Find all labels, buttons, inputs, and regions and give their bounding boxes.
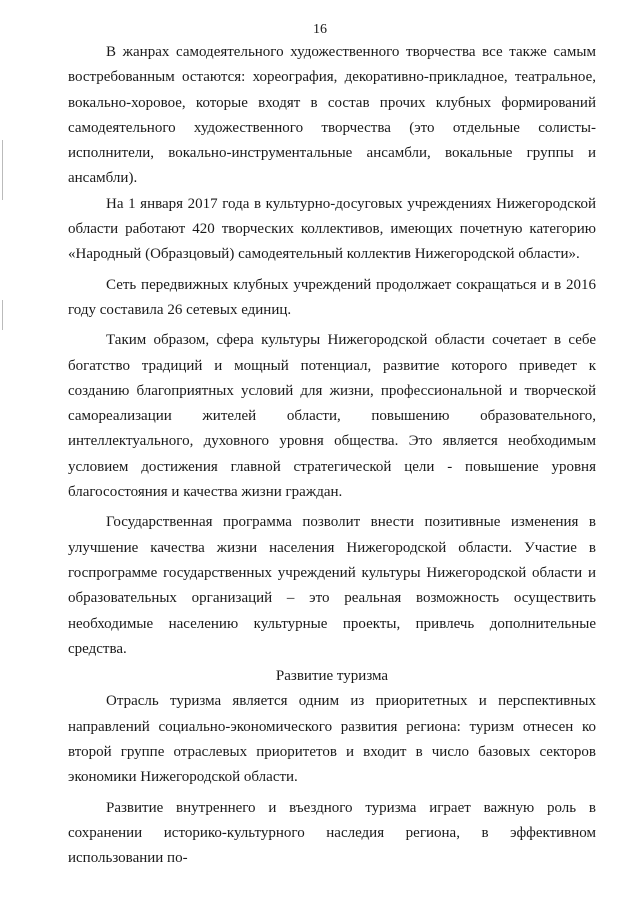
paragraph: Государственная программа позволит внести позитивные изменения в улучшение качества жизни населения Нижегородской области. Участие в госпрограмме государственных учреждений культуры Нижегородской области и образовательных организаций – это реальная возможность осуществить необходимые населению культурные проекты, привлечь дополнительные средства.	[68, 514, 596, 657]
paragraph: Отрасль туризма является одним из приоритетных и перспективных направлений социально-экономического развития региона: туризм отнесен ко второй группе отраслевых приоритетов и входит в число базовых секторов экономики Нижегородской области.	[68, 693, 596, 786]
paragraph: Развитие внутреннего и въездного туризма играет важную роль в сохранении историко-культурного наследия региона, в эффективном использовании по-	[68, 799, 596, 867]
paragraph: В жанрах самодеятельного художественного творчества все также самым востребованным остаются: хореография, декоративно-прикладное, театральное, вокально-хоровое, которые входят в состав прочих клубных формирований самодеятельного художественного творчества (это отдельные солисты-исполнители, вокально-инструментальные ансамбли, вокальные группы и ансамбли).	[68, 44, 596, 187]
paragraph: Таким образом, сфера культуры Нижегородской области сочетает в себе богатство традиций и мощный потенциал, развитие которого приведет к созданию благоприятных условий для жизни, профессиональной и творческой самореализации жителей области, повышению образовательного, интеллектуального, духовного уровня общества. Это является необходимым условием достижения главной стратегической цели - повышение уровня благосостояния и качества жизни граждан.	[68, 332, 596, 501]
page-number: 16	[313, 22, 327, 37]
document-body	[68, 40, 596, 872]
section-heading: Развитие туризма	[275, 668, 389, 685]
scan-artifact	[2, 300, 3, 330]
paragraph: Сеть передвижных клубных учреждений продолжает сокращаться и в 2016 году составила 26 сетевых единиц.	[68, 276, 596, 318]
scan-artifact	[2, 140, 3, 200]
paragraph: На 1 января 2017 года в культурно-досуговых учреждениях Нижегородской области работают 420 творческих коллективов, имеющих почетную категорию «Народный (Образцовый) самодеятельный коллектив Нижегородской области».	[68, 195, 596, 263]
